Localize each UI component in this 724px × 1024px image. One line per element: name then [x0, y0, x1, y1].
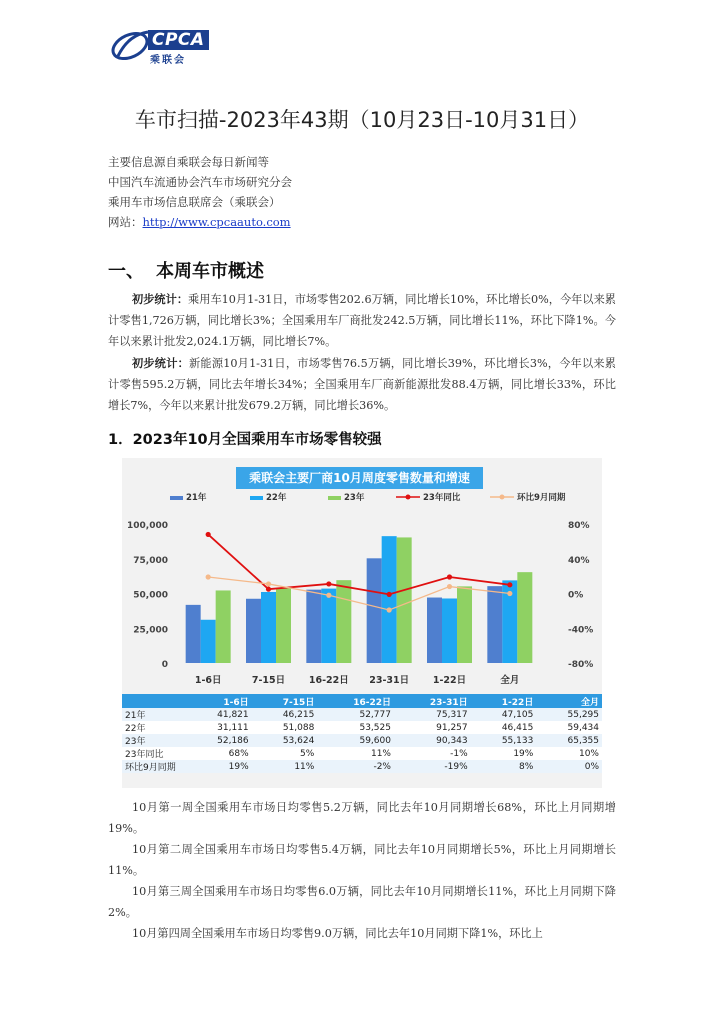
para1-text: 乘用车10月1-31日，市场零售202.6万辆，同比增长10%，环比增长0%，今年以来累计零售1,726万辆，同比增长3%；全国乘用车厂商批发242.5万辆，同比增长11%，环比下降1%。今年以来累计批发2,024.1万辆，同比增长7%。 [108, 293, 616, 348]
legend-swatch [328, 496, 341, 500]
weekly-paragraph-3: 10月第三周全国乘用车市场日均零售6.0万辆，同比去年10月同期增长11%，环比上月同期下降2%。 [108, 885, 616, 919]
bar-23年 [336, 580, 351, 663]
bar-23年 [276, 588, 291, 663]
table-cell: -2% [317, 760, 394, 773]
y-tick-label: 75,000 [133, 555, 168, 566]
table-row [122, 760, 602, 773]
section-number: 一、 [108, 261, 144, 282]
table-cell: 90,343 [394, 734, 471, 747]
table-cell: 10% [536, 747, 602, 760]
table-row [122, 708, 602, 721]
point-23年同比 [266, 587, 271, 592]
logo-sub: 乘联会 [150, 55, 186, 66]
bar-22年 [261, 592, 276, 663]
table-cell: 59,434 [536, 721, 602, 734]
point-23年同比 [447, 574, 452, 579]
x-tick-label: 16-22日 [308, 675, 349, 686]
bar-23年 [517, 572, 532, 663]
bar-21年 [487, 586, 502, 663]
table-cell: 19% [186, 760, 252, 773]
line-23年同比 [208, 534, 510, 594]
point-23年同比 [326, 581, 331, 586]
source-line-1: 主要信息源自乘联会每日新闻等 [108, 155, 269, 169]
table-cell: 53,525 [317, 721, 394, 734]
section-title: 本周车市概述 [156, 261, 264, 282]
y2-tick-label: -80% [568, 660, 594, 670]
table-cell: 65,355 [536, 734, 602, 747]
table-cell: 59,600 [317, 734, 394, 747]
summary-paragraph-2 [108, 353, 616, 416]
y-tick-label: 25,000 [133, 625, 168, 636]
bar-23年 [397, 537, 412, 663]
table-cell: 41,821 [186, 708, 252, 721]
table-cell: 21年 [122, 708, 186, 721]
table-cell: 55,133 [471, 734, 537, 747]
point-环比9月同期 [447, 584, 452, 589]
website-label: 网站： [108, 215, 143, 229]
point-环比9月同期 [266, 581, 271, 586]
y2-tick-label: 0% [568, 590, 584, 601]
source-line-2: 中国汽车流通协会汽车市场研究分会 [108, 175, 292, 189]
chart-title: 乘联会主要厂商10月周度零售数量和增速 [236, 467, 483, 489]
bar-21年 [246, 599, 261, 663]
bar-22年 [321, 589, 336, 663]
table-cell: -1% [394, 747, 471, 760]
para2-text: 新能源10月1-31日，市场零售76.5万辆，同比增长39%，环比增长3%，今年以来累计零售595.2万辆，同比去年增长34%；全国乘用车厂商新能源批发88.4万辆，同比增长33%，环比增长7%，今年以来累计批发679.2万辆，同比增长36%。 [108, 357, 616, 412]
table-header-row [122, 694, 602, 708]
section-heading [108, 257, 264, 283]
weekly-paragraph-4: 10月第四周全国乘用车市场日均零售9.0万辆，同比去年10月同期下降1%，环比上 [132, 927, 543, 940]
bar-21年 [306, 590, 321, 663]
x-tick-label: 全月 [500, 675, 520, 686]
table-cell: 75,317 [394, 708, 471, 721]
retail-table [122, 694, 602, 773]
weekly-paragraph-2: 10月第二周全国乘用车市场日均零售5.4万辆，同比去年10月同期增长5%，环比上月同期增长11%。 [108, 843, 616, 877]
table-header-cell: 23-31日 [394, 694, 471, 708]
bar-22年 [382, 536, 397, 663]
table-cell: 31,111 [186, 721, 252, 734]
table-row [122, 721, 602, 734]
table-cell: 91,257 [394, 721, 471, 734]
para1-bold: 初步统计： [132, 292, 189, 306]
y2-tick-label: 80% [568, 521, 590, 531]
table-cell: 55,295 [536, 708, 602, 721]
table-row [122, 734, 602, 747]
y-tick-label: 50,000 [133, 590, 168, 601]
para2-bold: 初步统计： [132, 356, 190, 370]
table-cell: 23年同比 [122, 747, 186, 760]
source-line-3: 乘用车市场信息联席会（乘联会） [108, 195, 281, 209]
point-环比9月同期 [326, 593, 331, 598]
bar-21年 [186, 605, 201, 663]
table-header-cell: 1-22日 [471, 694, 537, 708]
legend-swatch [250, 496, 263, 500]
table-cell: 0% [536, 760, 602, 773]
table-cell: 19% [471, 747, 537, 760]
legend-marker [500, 495, 505, 500]
table-cell: 22年 [122, 721, 186, 734]
table-cell: 53,624 [252, 734, 318, 747]
y-tick-label: 0 [161, 660, 168, 670]
legend-label: 21年 [186, 493, 207, 503]
table-header-cell: 1-6日 [186, 694, 252, 708]
table-cell: 5% [252, 747, 318, 760]
retail-chart [122, 458, 602, 694]
x-tick-label: 23-31日 [369, 675, 410, 686]
x-tick-label: 1-6日 [194, 675, 222, 686]
bar-21年 [367, 558, 382, 663]
website-line [108, 212, 291, 232]
y-tick-label: 100,000 [127, 521, 168, 531]
point-环比9月同期 [206, 574, 211, 579]
table-cell: 46,415 [471, 721, 537, 734]
table-cell: 23年 [122, 734, 186, 747]
page-title: 车市扫描-2023年43期（10月23日-10月31日） [134, 108, 590, 132]
summary-paragraph-1 [108, 289, 616, 352]
table-cell: 8% [471, 760, 537, 773]
table-cell: 11% [317, 747, 394, 760]
bar-22年 [442, 598, 457, 663]
table-cell: -19% [394, 760, 471, 773]
legend-swatch [170, 496, 183, 500]
point-环比9月同期 [387, 607, 392, 612]
bar-23年 [216, 590, 231, 663]
legend-label: 22年 [266, 493, 287, 503]
table-cell: 52,777 [317, 708, 394, 721]
legend-label: 23年同比 [423, 493, 461, 503]
table-header-cell: 7-15日 [252, 694, 318, 708]
y2-tick-label: 40% [568, 555, 590, 566]
table-header-cell: 全月 [536, 694, 602, 708]
bar-21年 [427, 598, 442, 663]
point-23年同比 [387, 592, 392, 597]
point-环比9月同期 [507, 591, 512, 596]
bar-23年 [457, 586, 472, 663]
table-header-cell: 16-22日 [317, 694, 394, 708]
bar-22年 [201, 620, 216, 663]
logo-text: CPCA [148, 30, 209, 50]
point-23年同比 [206, 532, 211, 537]
table-cell: 52,186 [186, 734, 252, 747]
table-cell: 51,088 [252, 721, 318, 734]
legend-marker [406, 495, 411, 500]
table-cell: 47,105 [471, 708, 537, 721]
table-cell: 环比9月同期 [122, 760, 186, 773]
subsection-heading: 1．2023年10月全国乘用车市场零售较强 [108, 432, 382, 448]
table-cell: 11% [252, 760, 318, 773]
table-header-cell [122, 694, 186, 708]
point-23年同比 [507, 582, 512, 587]
legend-label: 环比9月同期 [517, 493, 566, 503]
y2-tick-label: -40% [568, 625, 594, 636]
table-row [122, 747, 602, 760]
website-link[interactable]: http://www.cpcaauto.com [142, 215, 291, 229]
weekly-paragraph-1: 10月第一周全国乘用车市场日均零售5.2万辆，同比去年10月同期增长68%，环比上月同期增19%。 [108, 801, 616, 835]
x-tick-label: 1-22日 [432, 675, 467, 686]
legend-label: 23年 [344, 493, 365, 503]
x-tick-label: 7-15日 [251, 675, 286, 686]
table-cell: 46,215 [252, 708, 318, 721]
table-cell: 68% [186, 747, 252, 760]
